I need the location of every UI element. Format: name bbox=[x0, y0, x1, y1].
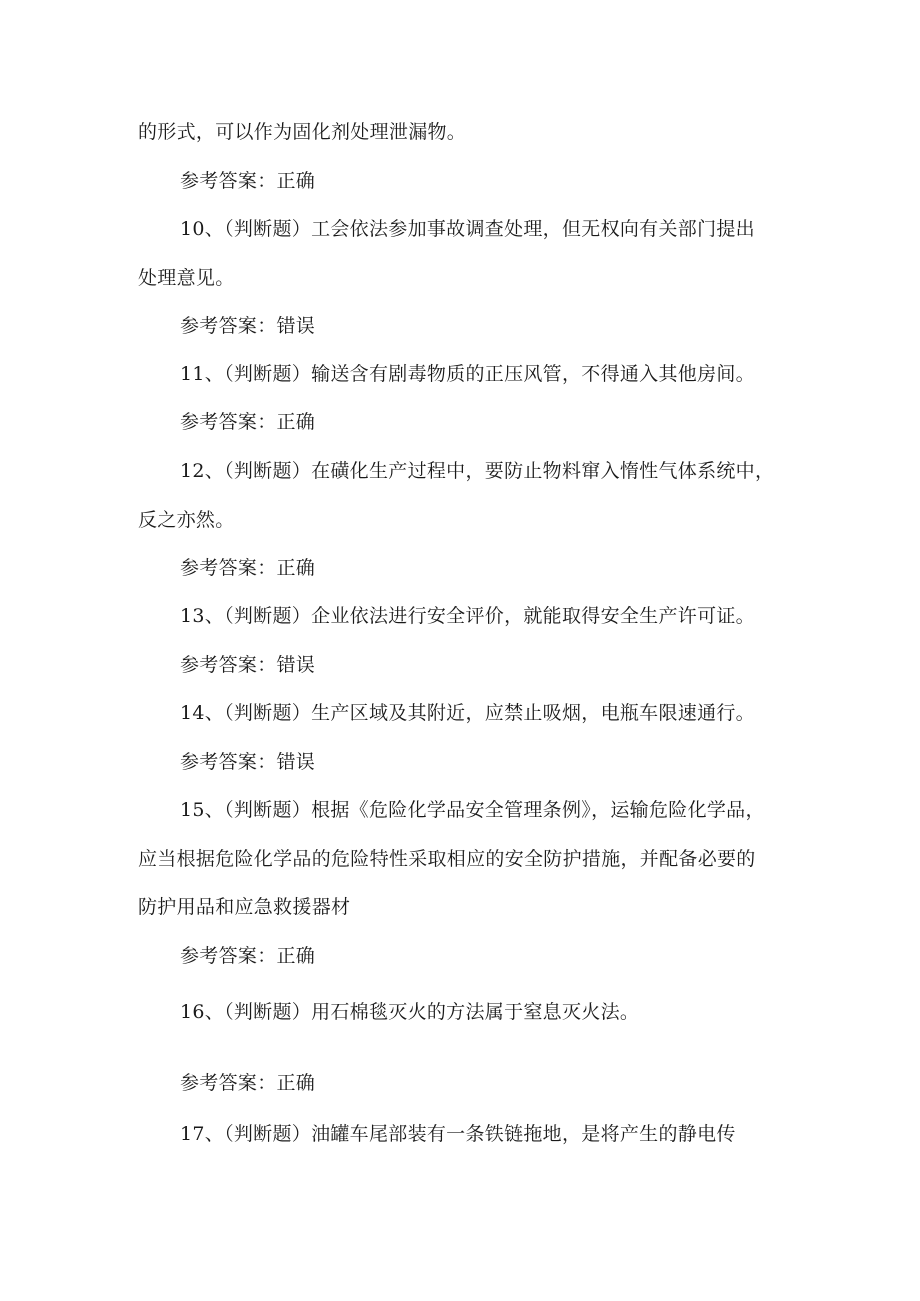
answer-14: 参考答案：错误 bbox=[180, 751, 316, 773]
question-9-text-continued: 的形式，可以作为固化剂处理泄漏物。 bbox=[138, 121, 467, 143]
question-10-text: 10、（判断题）工会依法参加事故调查处理，但无权向有关部门提出 bbox=[180, 218, 755, 240]
question-10-text-continued: 处理意见。 bbox=[138, 267, 235, 289]
answer-16: 参考答案：正确 bbox=[180, 1072, 316, 1094]
answer-15: 参考答案：正确 bbox=[180, 945, 316, 967]
question-15-text-continued-1: 应当根据危险化学品的危险特性采取相应的安全防护措施，并配备必要的 bbox=[138, 848, 756, 870]
question-13-text: 13、（判断题）企业依法进行安全评价，就能取得安全生产许可证。 bbox=[180, 605, 755, 627]
question-11-text: 11、（判断题）输送含有剧毒物质的正压风管，不得通入其他房间。 bbox=[180, 363, 755, 385]
question-15-text: 15、（判断题）根据《危险化学品安全管理条例》，运输危险化学品， bbox=[180, 799, 765, 821]
answer-9: 参考答案：正确 bbox=[180, 170, 316, 192]
question-12-text-continued: 反之亦然。 bbox=[138, 509, 235, 531]
question-15-text-continued-2: 防护用品和应急救援器材 bbox=[138, 896, 351, 918]
question-17-text: 17、（判断题）油罐车尾部装有一条铁链拖地，是将产生的静电传 bbox=[180, 1123, 736, 1145]
question-16-text: 16、（判断题）用石棉毯灭火的方法属于窒息灭火法。 bbox=[180, 1001, 640, 1023]
answer-10: 参考答案：错误 bbox=[180, 315, 316, 337]
answer-13: 参考答案：错误 bbox=[180, 654, 316, 676]
answer-11: 参考答案：正确 bbox=[180, 411, 316, 433]
question-12-text: 12、（判断题）在磺化生产过程中，要防止物料窜入惰性气体系统中， bbox=[180, 460, 775, 482]
answer-12: 参考答案：正确 bbox=[180, 557, 316, 579]
question-14-text: 14、（判断题）生产区域及其附近，应禁止吸烟，电瓶车限速通行。 bbox=[180, 702, 755, 724]
